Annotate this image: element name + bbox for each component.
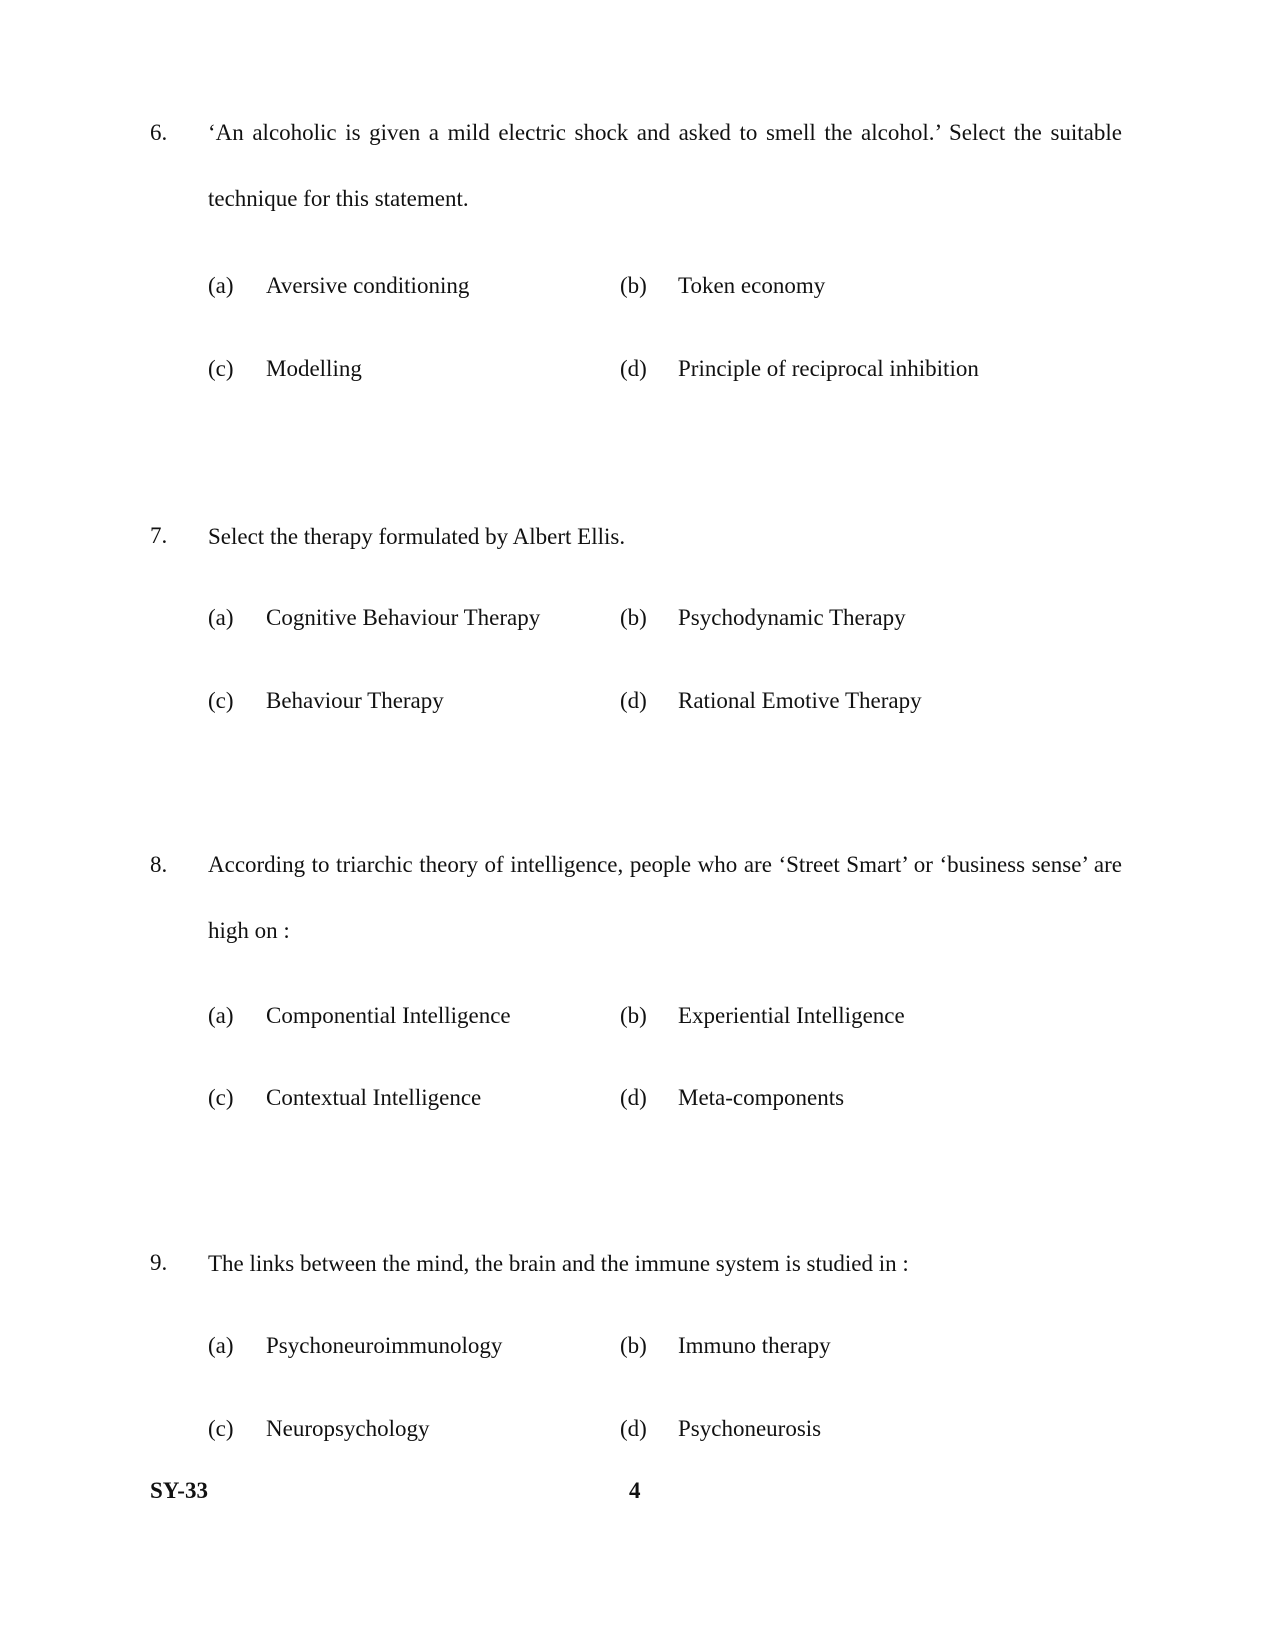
- option-label: (d): [620, 356, 647, 381]
- page-number: 4: [629, 1478, 641, 1503]
- option-label: (d): [620, 1416, 647, 1441]
- option-text: Modelling: [266, 356, 362, 381]
- question-text: Select the therapy formulated by Albert Ellis.: [208, 524, 626, 549]
- option-label: (b): [620, 273, 647, 298]
- option-text: Psychoneuroimmunology: [266, 1333, 503, 1358]
- option-label: (d): [620, 1085, 647, 1110]
- option-label: (b): [620, 605, 647, 630]
- option-label: (c): [208, 688, 234, 713]
- option-label: (a): [208, 605, 234, 630]
- question-number: 8.: [150, 852, 168, 877]
- option-text: Behaviour Therapy: [266, 688, 444, 713]
- question-text: The links between the mind, the brain and the immune system is studied in :: [208, 1251, 909, 1276]
- option-label: (a): [208, 1003, 234, 1028]
- option-text: Componential Intelligence: [266, 1003, 511, 1028]
- option-text: Psychoneurosis: [678, 1416, 822, 1441]
- option-label: (c): [208, 1416, 234, 1441]
- option-label: (c): [208, 1085, 234, 1110]
- option-text: Principle of reciprocal inhibition: [678, 356, 979, 381]
- paper-code: SY-33: [150, 1478, 208, 1503]
- option-text: Token economy: [678, 273, 826, 298]
- option-label: (b): [620, 1003, 647, 1028]
- option-label: (a): [208, 1333, 234, 1358]
- option-text: Immuno therapy: [678, 1333, 831, 1358]
- question-text: ‘An alcoholic is given a mild electric shock and asked to smell the alcohol.’ Select the suitable technique for this statement.: [208, 120, 1122, 211]
- option-text: Rational Emotive Therapy: [678, 688, 922, 713]
- option-label: (c): [208, 356, 234, 381]
- question-number: 6.: [150, 120, 168, 145]
- option-text: Experiential Intelligence: [678, 1003, 905, 1028]
- option-text: Contextual Intelligence: [266, 1085, 482, 1110]
- question-number: 7.: [150, 523, 168, 548]
- option-text: Meta-components: [678, 1085, 845, 1110]
- option-label: (a): [208, 273, 234, 298]
- option-text: Neuropsychology: [266, 1416, 430, 1441]
- question-text: According to triarchic theory of intelligence, people who are ‘Street Smart’ or ‘business sense’ are high on :: [208, 852, 1122, 943]
- option-label: (b): [620, 1333, 647, 1358]
- question-number: 9.: [150, 1250, 168, 1275]
- option-label: (d): [620, 688, 647, 713]
- option-text: Aversive conditioning: [266, 273, 470, 298]
- option-text: Psychodynamic Therapy: [678, 605, 906, 630]
- option-text: Cognitive Behaviour Therapy: [266, 605, 541, 630]
